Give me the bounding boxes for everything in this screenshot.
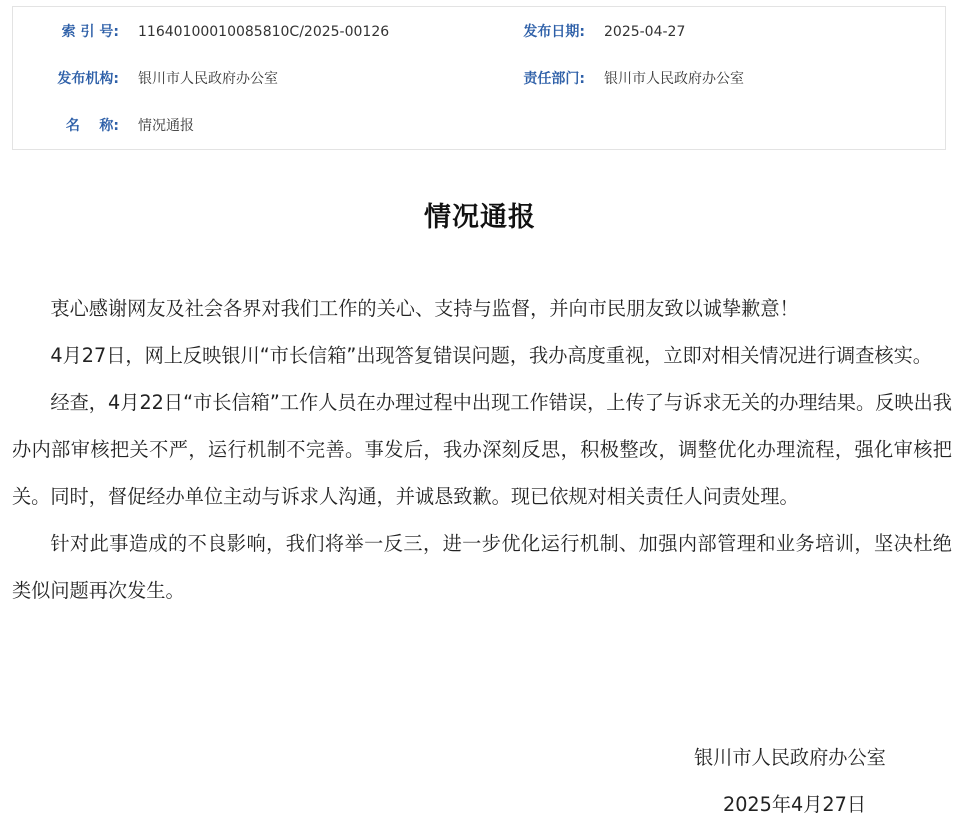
publish-date-value: 2025-04-27 xyxy=(604,24,686,40)
index-number-label: 索 引 号: xyxy=(61,24,119,40)
article-paragraph: 衷心感谢网友及社会各界对我们工作的关心、支持与监督，并向市民朋友致以诚挚歉意！ xyxy=(50,297,799,320)
article-body xyxy=(12,285,952,614)
signature-date: 2025年4月27日 xyxy=(723,793,867,816)
article-paragraph: 4月27日，网上反映银川“市长信箱”出现答复错误问题，我办高度重视，立即对相关情况进行调查核实。 xyxy=(50,344,932,367)
publishing-agency-value: 银川市人民政府办公室 xyxy=(138,71,278,87)
signature-organization: 银川市人民政府办公室 xyxy=(694,746,886,769)
publishing-agency-label: 发布机构: xyxy=(57,71,119,87)
article-paragraph: 针对此事造成的不良影响，我们将举一反三，进一步优化运行机制、加强内部管理和业务培训，坚决杜绝类似问题再次发生。 xyxy=(12,532,952,602)
article-title: 情况通报 xyxy=(424,202,536,233)
publish-date-label: 发布日期: xyxy=(523,24,585,40)
responsible-dept-label: 责任部门: xyxy=(523,71,585,87)
document-metadata-panel xyxy=(12,6,946,150)
index-number-value: 11640100010085810C/2025-00126 xyxy=(138,24,390,40)
document-name-value: 情况通报 xyxy=(138,118,194,134)
responsible-dept-value: 银川市人民政府办公室 xyxy=(604,71,744,87)
document-name-label: 名 称: xyxy=(65,118,119,134)
article-paragraph: 经查，4月22日“市长信箱”工作人员在办理过程中出现工作错误，上传了与诉求无关的办理结果。反映出我办内部审核把关不严，运行机制不完善。事发后，我办深刻反思，积极整改，调整优化办理流程，强化审核把关。同时，督促经办单位主动与诉求人沟通，并诚恳致歉。现已依规对相关责任人问责处理。 xyxy=(12,391,952,508)
